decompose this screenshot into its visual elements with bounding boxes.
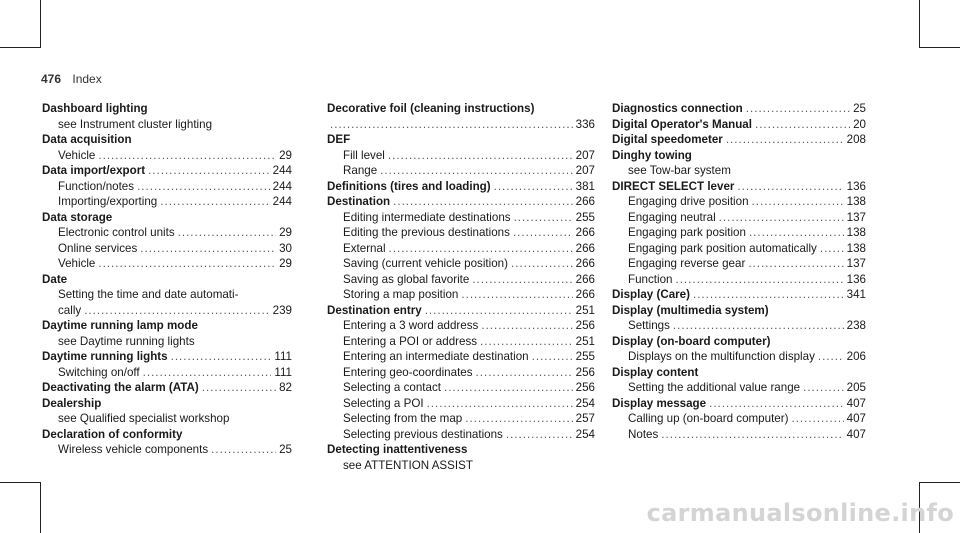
index-entry [327, 132, 595, 148]
entry-text: cally [58, 303, 82, 317]
entry-text: Switching on/off [58, 365, 140, 379]
entry-text: Daytime running lamp mode [42, 319, 198, 332]
entry-text: Dealership [42, 396, 102, 410]
entry-text: Settings [628, 319, 670, 332]
leader-dots [393, 194, 573, 210]
entry-text: Definitions (tires and loading) [327, 179, 491, 193]
leader-dots [737, 179, 843, 195]
index-cross-reference [42, 411, 292, 427]
index-cross-reference [42, 287, 292, 303]
page-number: 476 [41, 72, 62, 86]
leader-dots [749, 225, 844, 241]
page-reference[interactable]: 206 [846, 350, 866, 363]
page-reference[interactable]: 266 [575, 288, 595, 301]
page-reference[interactable]: 138 [846, 241, 866, 255]
leader-dots [818, 349, 844, 365]
index-entry [612, 287, 866, 303]
crop-mark [40, 0, 41, 48]
leader-dots [171, 349, 272, 365]
entry-text: Importing/exporting [58, 195, 158, 208]
entry-text: Vehicle [58, 148, 96, 162]
index-subentry [612, 427, 866, 443]
page-reference[interactable]: 137 [846, 257, 866, 270]
page-reference[interactable]: 266 [575, 241, 595, 255]
index-entry [612, 179, 866, 195]
page-reference[interactable]: 256 [575, 365, 595, 379]
index-subentry [612, 241, 866, 257]
watermark: carmanualsonline.info [646, 499, 954, 527]
leader-dots [178, 225, 276, 241]
entry-text: Entering a POI or address [343, 334, 478, 348]
page-reference[interactable]: 138 [846, 195, 866, 208]
leader-dots [494, 179, 573, 195]
index-subentry [327, 225, 595, 241]
index-entry [42, 427, 292, 443]
index-entry [42, 272, 292, 288]
leader-dots [98, 256, 276, 272]
index-subentry [42, 225, 292, 241]
entry-text: Engaging park position automatically [628, 241, 817, 255]
index-entry [612, 396, 866, 412]
page-reference[interactable]: 244 [272, 179, 292, 193]
index-entry [42, 101, 292, 117]
entry-text: Detecting inattentiveness [327, 443, 468, 456]
page-reference[interactable]: 29 [279, 148, 292, 162]
entry-text: DEF [327, 133, 351, 146]
entry-text: External [343, 241, 386, 255]
entry-text: Editing the previous destinations [343, 226, 510, 239]
page-reference[interactable]: 20 [853, 117, 866, 131]
index-subentry [612, 272, 866, 288]
leader-dots [140, 241, 276, 257]
index-subentry [612, 380, 866, 396]
page-reference[interactable]: 266 [575, 226, 595, 239]
entry-text: Display (multimedia system) [612, 303, 769, 317]
entry-text: Display content [612, 365, 699, 379]
index-subentry [327, 396, 595, 412]
index-entry [327, 303, 595, 319]
section-title: Index [72, 72, 102, 86]
leader-dots [746, 101, 850, 117]
page-reference[interactable]: 205 [846, 381, 866, 394]
index-cross-reference [327, 458, 595, 474]
leader-dots [472, 272, 572, 288]
leader-dots [748, 256, 843, 272]
index-cross-reference [42, 334, 292, 350]
leader-dots [98, 148, 276, 164]
leader-dots [803, 380, 844, 396]
leader-dots [752, 194, 844, 210]
page-reference[interactable]: 407 [846, 396, 866, 410]
crop-mark [40, 482, 41, 533]
index-subentry [612, 411, 866, 427]
leader-dots [506, 427, 573, 443]
page-reference[interactable]: 207 [575, 164, 595, 177]
index-entry [612, 101, 866, 117]
page-reference[interactable]: 207 [575, 148, 595, 162]
leader-dots [476, 365, 573, 381]
index-subentry [327, 411, 595, 427]
index-entry [327, 442, 595, 458]
index-subentry [612, 210, 866, 226]
leader-dots [481, 318, 572, 334]
entry-text: Function [628, 272, 673, 286]
page-reference[interactable]: 251 [575, 303, 595, 317]
index-subentry [327, 256, 595, 272]
page-reference[interactable]: 25 [853, 102, 866, 115]
leader-dots [427, 396, 573, 412]
entry-text: Digital Operator's Manual [612, 117, 752, 131]
index-subentry [612, 225, 866, 241]
index-subentry [42, 148, 292, 164]
entry-text: Selecting from the map [343, 412, 463, 425]
page-reference[interactable]: 82 [279, 381, 292, 394]
leader-dots [693, 287, 844, 303]
leader-dots [137, 179, 270, 195]
entry-text: Data acquisition [42, 133, 132, 146]
index-subentry [327, 427, 595, 443]
leader-dots [514, 210, 573, 226]
index-subentry [327, 287, 595, 303]
leader-dots [330, 117, 573, 133]
index-entry [612, 148, 866, 164]
entry-text: Function/notes [58, 179, 135, 193]
leader-dots [389, 241, 573, 257]
page-reference[interactable]: 136 [846, 179, 866, 193]
index-subentry [327, 334, 595, 350]
page-reference[interactable]: 29 [279, 226, 292, 239]
leader-dots [511, 256, 573, 272]
page-reference[interactable]: 138 [846, 226, 866, 239]
entry-text: Entering an intermediate destination [343, 350, 529, 363]
leader-dots [673, 318, 844, 334]
entry-text: Saving (current vehicle position) [343, 257, 508, 270]
entry-text: Dashboard lighting [42, 102, 148, 115]
index-cross-reference [42, 117, 292, 133]
entry-text: Calling up (on-board computer) [628, 412, 789, 425]
page-reference[interactable]: 266 [575, 257, 595, 270]
index-entry [327, 101, 595, 117]
index-subentry [42, 442, 292, 458]
crop-mark [919, 482, 960, 483]
index-column-3 [612, 101, 866, 442]
index-subentry [327, 318, 595, 334]
leader-dots [211, 442, 276, 458]
page-reference[interactable]: 341 [846, 288, 866, 301]
page-reference[interactable]: 254 [575, 396, 595, 410]
entry-text: see ATTENTION ASSIST [343, 458, 473, 472]
entry-text: Wireless vehicle components [58, 443, 209, 456]
index-entry [612, 117, 866, 133]
index-entry [42, 132, 292, 148]
entry-text: Editing intermediate destinations [343, 210, 511, 224]
entry-text: Dinghy towing [612, 148, 692, 162]
index-subentry [42, 256, 292, 272]
index-entry [327, 179, 595, 195]
index-entry [42, 349, 292, 365]
leader-dots [513, 225, 573, 241]
entry-text: see Instrument cluster lighting [58, 117, 213, 131]
page-reference[interactable]: 257 [575, 412, 595, 425]
entry-text: Decorative foil (cleaning instructions) [327, 102, 535, 115]
index-subentry [327, 148, 595, 164]
page-reference[interactable]: 25 [279, 443, 292, 456]
page-reference[interactable]: 255 [575, 350, 595, 363]
page-reference[interactable]: 266 [575, 272, 595, 286]
page-reference[interactable]: 266 [575, 195, 595, 208]
page-reference[interactable]: 256 [575, 381, 595, 394]
page-reference[interactable]: 244 [272, 164, 292, 177]
leader-dots [461, 287, 572, 303]
index-entry [327, 194, 595, 210]
leader-dots [709, 396, 844, 412]
page-reference[interactable]: 255 [575, 210, 595, 224]
index-cross-reference [612, 163, 866, 179]
crop-mark [919, 47, 960, 48]
index-subentry [327, 380, 595, 396]
entry-text: Electronic control units [58, 226, 175, 239]
page-reference[interactable]: 111 [274, 350, 292, 363]
entry-text: Setting the time and date automati- [58, 288, 239, 301]
entry-text: see Qualified specialist workshop [58, 412, 230, 425]
entry-text: Displays on the multifunction display [628, 350, 815, 363]
page-reference[interactable]: 381 [575, 179, 595, 193]
leader-dots [755, 117, 850, 133]
entry-text: Display (Care) [612, 288, 690, 301]
index-subentry [42, 241, 292, 257]
entry-text: Date [42, 272, 68, 286]
page-reference[interactable]: 136 [846, 272, 866, 286]
page-reference[interactable]: 407 [846, 412, 866, 425]
leader-dots [791, 411, 843, 427]
index-subentry [612, 256, 866, 272]
entry-text: Saving as global favorite [343, 272, 470, 286]
leader-dots [425, 303, 573, 319]
entry-text: Data import/export [42, 164, 146, 177]
index-subentry [327, 272, 595, 288]
entry-text: Range [343, 164, 378, 177]
entry-text: Storing a map position [343, 288, 459, 301]
index-subentry [612, 349, 866, 365]
entry-text: Engaging park position [628, 226, 746, 239]
index-entry [612, 303, 866, 319]
entry-text: Digital speedometer [612, 133, 723, 146]
page-reference[interactable]: 254 [575, 427, 595, 441]
entry-text: Engaging drive position [628, 195, 749, 208]
leader-dots [719, 210, 844, 226]
page-reference[interactable]: 239 [272, 303, 292, 317]
entry-text: see Tow-bar system [628, 164, 731, 177]
leader-dots [480, 334, 573, 350]
index-subentry [327, 117, 595, 133]
page-reference[interactable]: 30 [279, 241, 292, 255]
page-reference[interactable]: 29 [279, 257, 292, 270]
entry-text: Selecting a POI [343, 396, 424, 410]
page-reference[interactable]: 407 [846, 427, 866, 441]
leader-dots [675, 272, 843, 288]
index-entry [42, 318, 292, 334]
index-column-2 [327, 101, 595, 473]
index-subentry [327, 241, 595, 257]
index-subentry [42, 194, 292, 210]
entry-text: Notes [628, 427, 659, 441]
entry-text: Vehicle [58, 257, 96, 270]
entry-text: Display message [612, 396, 707, 410]
page-reference[interactable]: 244 [272, 195, 292, 208]
leader-dots [444, 380, 573, 396]
leader-dots [148, 163, 270, 179]
index-entry [42, 163, 292, 179]
crop-mark [0, 482, 41, 483]
entry-text: Destination entry [327, 303, 422, 317]
entry-text: Setting the additional value range [628, 381, 801, 394]
index-entry [612, 132, 866, 148]
index-entry [42, 380, 292, 396]
leader-dots [84, 303, 269, 319]
page-reference[interactable]: 208 [846, 133, 866, 146]
entry-text: Data storage [42, 210, 113, 224]
entry-text: Declaration of conformity [42, 427, 183, 441]
page-reference[interactable]: 111 [274, 365, 292, 379]
index-entry [612, 334, 866, 350]
index-subentry [42, 179, 292, 195]
entry-text: Entering a 3 word address [343, 319, 479, 332]
index-entry [612, 365, 866, 381]
index-subentry [327, 163, 595, 179]
page-reference[interactable]: 336 [575, 117, 595, 131]
entry-text: Diagnostics connection [612, 102, 743, 115]
index-entry [42, 396, 292, 412]
entry-text: Display (on-board computer) [612, 334, 771, 348]
index-subentry [327, 349, 595, 365]
entry-text: Entering geo-coordinates [343, 365, 473, 379]
entry-text: Destination [327, 195, 391, 208]
page-header [41, 72, 102, 86]
leader-dots [143, 365, 272, 381]
entry-text: Deactivating the alarm (ATA) [42, 381, 199, 394]
index-entry [42, 210, 292, 226]
index-subentry [42, 365, 292, 381]
leader-dots [380, 163, 572, 179]
leader-dots [465, 411, 572, 427]
entry-text: Selecting previous destinations [343, 427, 503, 441]
leader-dots [160, 194, 269, 210]
page-reference[interactable]: 251 [575, 334, 595, 348]
entry-text: DIRECT SELECT lever [612, 179, 735, 193]
leader-dots [202, 380, 276, 396]
entry-text: Fill level [343, 148, 385, 162]
crop-mark [0, 47, 41, 48]
index-subentry [612, 194, 866, 210]
leader-dots [532, 349, 573, 365]
entry-text: Online services [58, 241, 138, 255]
entry-text: Daytime running lights [42, 350, 168, 363]
entry-text: Selecting a contact [343, 381, 441, 394]
index-subentry [612, 318, 866, 334]
page-reference[interactable]: 256 [575, 319, 595, 332]
leader-dots [820, 241, 844, 257]
index-subentry [327, 210, 595, 226]
leader-dots [726, 132, 844, 148]
index-column-1 [42, 101, 292, 458]
index-subentry [42, 303, 292, 319]
leader-dots [661, 427, 843, 443]
leader-dots [388, 148, 573, 164]
page-reference[interactable]: 238 [846, 319, 866, 332]
entry-text: see Daytime running lights [58, 334, 195, 348]
entry-text: Engaging neutral [628, 210, 716, 224]
page-reference[interactable]: 137 [846, 210, 866, 224]
entry-text: Engaging reverse gear [628, 257, 746, 270]
index-subentry [327, 365, 595, 381]
crop-mark [919, 0, 920, 48]
